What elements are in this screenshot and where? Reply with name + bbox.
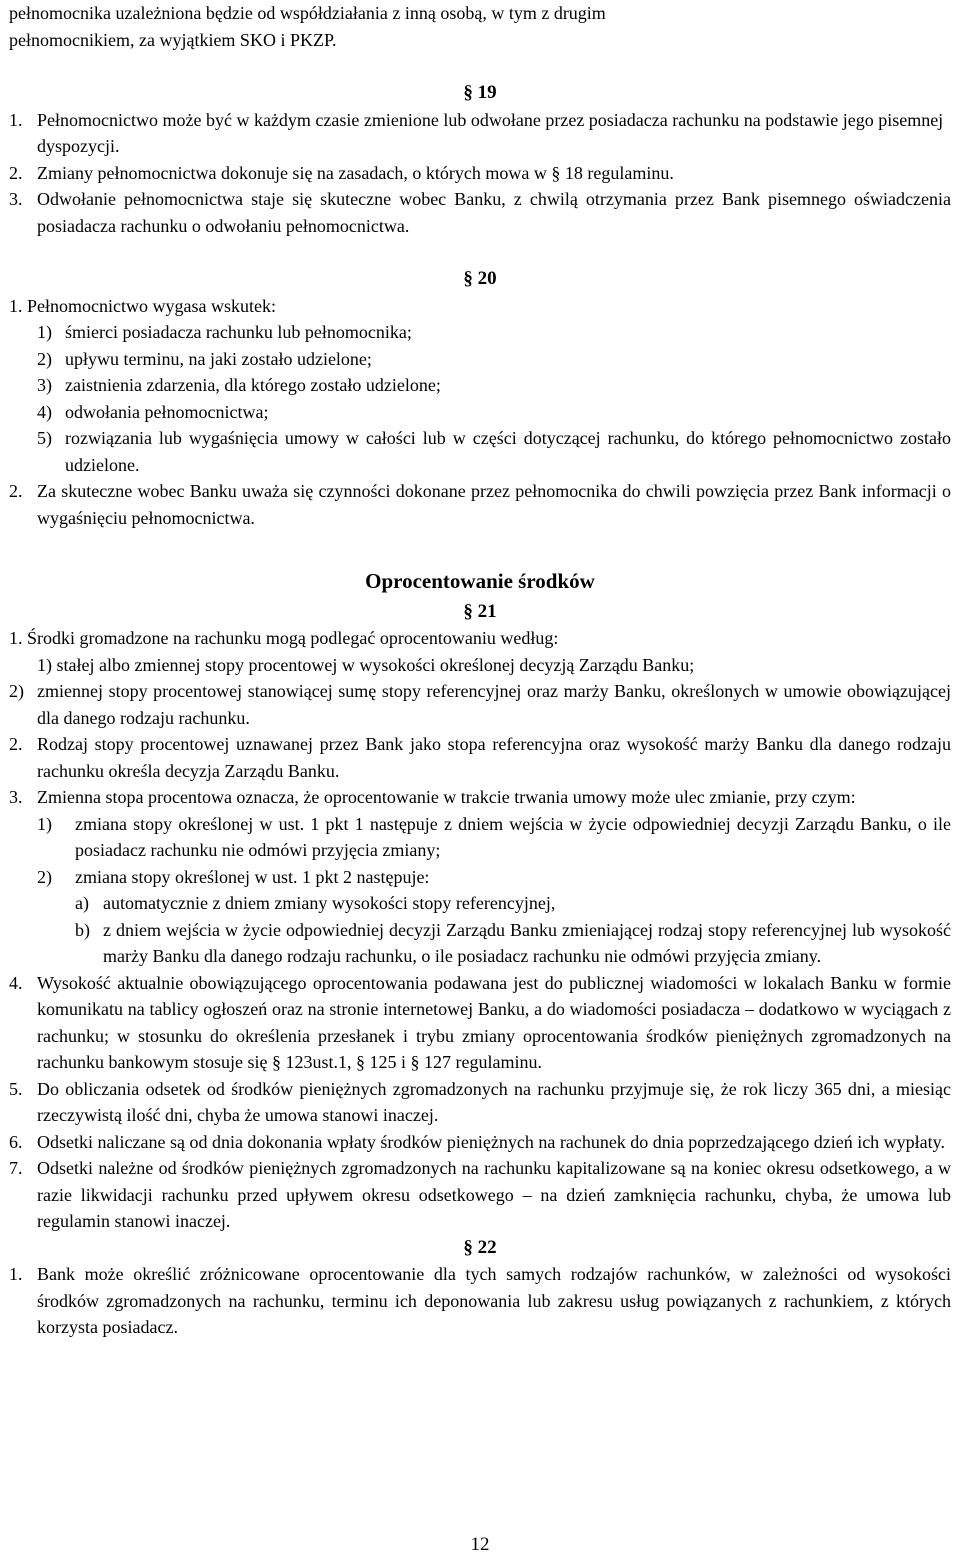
section-19-items: [9, 107, 951, 240]
item-number: 3.: [9, 787, 23, 807]
section-21-item-2: [9, 731, 951, 784]
item-text: Za skuteczne wobec Banku uważa się czynności dokonane przez pełnomocnika do chwili powzięcia przez Bank informacji o wygaśnięciu pełnomocnictwa.: [37, 481, 951, 528]
intro-line-2: pełnomocnikiem, za wyjątkiem SKO i PKZP.: [9, 29, 337, 50]
item-text: Odwołanie pełnomocnictwa staje się skuteczne wobec Banku, z chwilą otrzymania przez Bank pisemnego oświadczenia posiadacza rachunku o odwołaniu pełnomocnictwa.: [37, 189, 951, 236]
list-item: [75, 917, 951, 970]
list-item: [9, 107, 951, 160]
list-item: [37, 399, 951, 426]
section-21-item-1: 1. Środki gromadzone na rachunku mogą podlegać oprocentowaniu według:: [9, 628, 559, 648]
section-20-header: § 20: [463, 268, 497, 289]
section-22-header: § 22: [463, 1236, 497, 1258]
section-20-subitems: [9, 319, 951, 478]
item-text: Rodzaj stopy procentowej uznawanej przez Bank jako stopa referencyjna oraz wysokość marży Banku dla danego rodzaju rachunku określa decyzja Zarządu Banku.: [37, 734, 951, 781]
item-text: Zmienna stopa procentowa oznacza, że oprocentowanie w trakcie trwania umowy może ulec zmianie, przy czym:: [37, 787, 856, 807]
item-text: upływu terminu, na jaki zostało udzielone;: [65, 348, 372, 369]
item-letter: a): [75, 893, 89, 913]
item-text: Odsetki należne od środków pieniężnych zgromadzonych na rachunku kapitalizowane są na koniec okresu odsetkowego, a w razie likwidacji rachunku przed upływem okresu odsetkowego – na dzień zamknięcia rachunku, chyba, że umowa lub regulamin stanowi inaczej.: [37, 1158, 951, 1231]
item-text: z dniem wejścia w życie odpowiedniej decyzji Zarządu Banku zmieniającej rodzaj stopy referencyjnej lub wysokość marży Banku dla danego rodzaju rachunku, o ile posiadacz rachunku nie odmówi przyjęcia zmiany.: [103, 919, 951, 966]
list-item: [37, 864, 951, 891]
section-21-item-3: [9, 784, 951, 811]
list-item: [9, 1155, 951, 1235]
item-text: zmiana stopy określonej w ust. 1 pkt 1 następuje z dniem wejścia w życie odpowiedniej decyzji Zarządu Banku, o ile posiadacz rachunku nie odmówi przyjęcia zmiany;: [75, 813, 951, 860]
item-number: 1.: [9, 109, 23, 130]
item-number: 2): [37, 348, 52, 369]
list-item: [37, 346, 951, 373]
list-item: [9, 1076, 951, 1129]
item-number: 4.: [9, 972, 23, 993]
list-item: [37, 811, 951, 864]
section-20-item-1: 1. Pełnomocnictwo wygasa wskutek:: [9, 295, 276, 316]
item-number: 4): [37, 401, 52, 422]
section-21-items-rest: [9, 970, 951, 1235]
item-number: 3): [37, 375, 52, 395]
item-text: Do obliczania odsetek od środków pieniężnych zgromadzonych na rachunku przyjmuje się, że rok liczy 365 dni, a miesiąc rzeczywistą ilość dni, chyba że umowa stanowi inaczej.: [37, 1078, 951, 1125]
item-text: Bank może określić zróżnicowane oprocentowanie dla tych samych rodzajów rachunków, w zależności od wysokości środków zgromadzonych na rachunku, terminu ich deponowania lub zakresu usług powiązanych z rachunkiem, z których korzysta posiadacz.: [37, 1264, 951, 1337]
item-text: Pełnomocnictwo może być w każdym czasie zmienione lub odwołane przez posiadacza rachunku na podstawie jego pisemnej dyspozycji.: [37, 109, 944, 156]
item-text: automatycznie z dniem zmiany wysokości stopy referencyjnej,: [103, 893, 556, 913]
item-number: 2.: [9, 481, 23, 501]
item-number: 2): [9, 681, 24, 701]
item-number: 5.: [9, 1078, 23, 1099]
section-20-item-2: [9, 478, 951, 531]
list-item: [9, 1129, 951, 1156]
item-number: 1): [37, 813, 52, 834]
item-number: 5): [37, 428, 52, 448]
list-item: [75, 890, 951, 917]
item-text: odwołania pełnomocnictwa;: [65, 401, 269, 422]
section-21-letter-items: [37, 890, 951, 970]
item-text: rozwiązania lub wygaśnięcia umowy w całości lub w części dotyczącej rachunku, do którego pełnomocnictwo zostało udzielone.: [65, 428, 951, 475]
item-text: zmiennej stopy procentowej stanowiącej sumę stopy referencyjnej oraz marży Banku, określonych w umowie obowiązującej dla danego rodzaju rachunku.: [37, 681, 951, 728]
item-text: śmierci posiadacza rachunku lub pełnomocnika;: [65, 322, 412, 342]
section-21-header: § 21: [463, 600, 497, 622]
item-number: 2.: [9, 734, 23, 754]
item-number: 3.: [9, 189, 23, 209]
section-21-item-3-subitems: [9, 811, 951, 970]
item-text: zaistnienia zdarzenia, dla którego zostało udzielone;: [65, 375, 441, 395]
list-item: [37, 319, 951, 346]
section-21-item-1-sub-1: 1) stałej albo zmiennej stopy procentowej w wysokości określonej decyzją Zarządu Banku;: [37, 654, 695, 675]
chapter-heading: Oprocentowanie środków: [365, 569, 595, 593]
item-text: Zmiany pełnomocnictwa dokonuje się na zasadach, o których mowa w § 18 regulaminu.: [37, 162, 674, 183]
section-21-item-1-sub-2: [9, 678, 951, 731]
item-text: Wysokość aktualnie obowiązującego oprocentowania podawana jest do publicznej wiadomości w lokalach Banku w formie komunikatu na tablicy ogłoszeń oraz na stronie internetowej Banku, a do wiadomości posiadacza – dodatkowo w wyciągach z rachunku; w stosunku do określenia przesłanek i trybu zmiany oprocentowania środków pieniężnych zgromadzonych na rachunku bankowym stosuje się § 123ust.1, § 125 i § 127 regulaminu.: [37, 972, 951, 1072]
item-text: zmiana stopy określonej w ust. 1 pkt 2 następuje:: [75, 866, 430, 887]
page-number: 12: [470, 1534, 490, 1555]
item-text: Odsetki naliczane są od dnia dokonania wpłaty środków pieniężnych na rachunek do dnia poprzedzającego dzień ich wypłaty.: [37, 1131, 946, 1152]
item-number: 7.: [9, 1158, 23, 1178]
intro-line-1: pełnomocnika uzależniona będzie od współdziałania z inną osobą, w tym z drugim: [9, 3, 606, 23]
item-number: 2.: [9, 162, 23, 183]
section-22-item-1: [9, 1261, 951, 1341]
item-number: 2): [37, 866, 52, 887]
item-number: 6.: [9, 1131, 23, 1152]
list-item: [9, 160, 951, 187]
item-letter: b): [75, 919, 90, 940]
list-item: [37, 425, 951, 478]
list-item: [9, 186, 951, 239]
list-item: [9, 970, 951, 1076]
item-number: 1.: [9, 1264, 23, 1284]
list-item: [37, 372, 951, 399]
item-number: 1): [37, 322, 52, 342]
section-19-header: § 19: [463, 82, 497, 103]
